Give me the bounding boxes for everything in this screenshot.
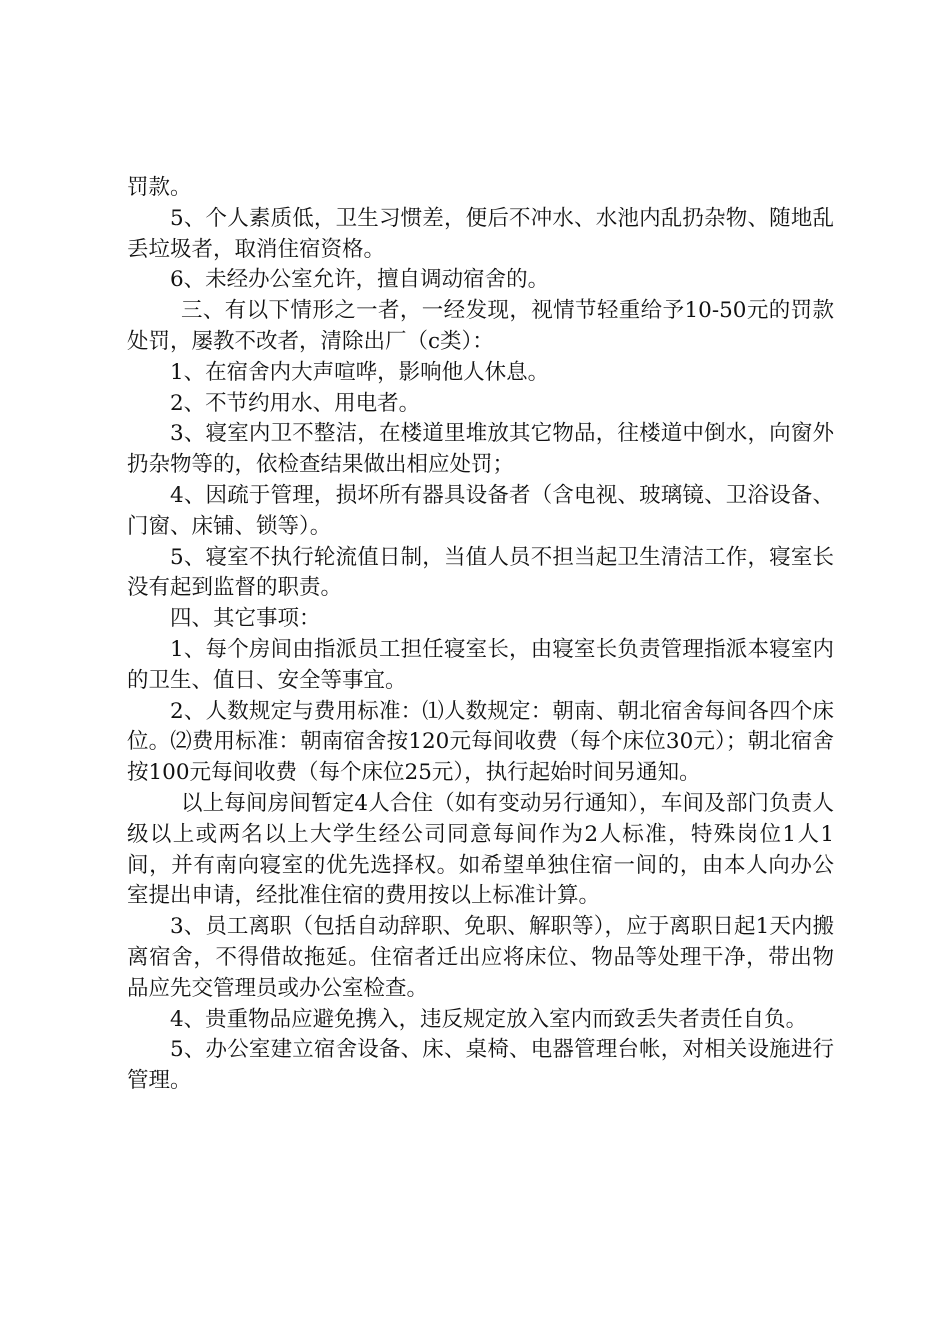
document-page — [127, 173, 834, 1097]
paragraph-item-1-noise: 1、在宿舍内大声喧哗，影响他人休息。 — [170, 359, 550, 385]
paragraph-item-5-duty-rotation: 5、寝室不执行轮流值日制，当值人员不担当起卫生清洁工作，寝室长没有起到监督的职责。 — [127, 544, 834, 601]
paragraph-item-5-ledger: 5、办公室建立宿舍设备、床、桌椅、电器管理台帐，对相关设施进行管理。 — [127, 1037, 834, 1094]
paragraph-item-2-fees: 2、人数规定与费用标准：⑴人数规定：朝南、朝北宿舍每间各四个床位。⑵费用标准：朝南宿舍按120元每间收费（每个床位30元）；朝北宿舍按100元每间收费（每个床位25元），执行起始时间另通知。 — [127, 698, 834, 786]
paragraph-occupancy-note: 以上每间房间暂定4人合住（如有变动另行通知），车间及部门负责人级以上或两名以上大学生经公司同意每间作为2人标准，特殊岗位1人1间，并有南向寝室的优先选择权。如希望单独住宿一间的，由本人向办公室提出申请，经批准住宿的费用按以上标准计算。 — [127, 790, 834, 909]
paragraph-item-1-room-leader: 1、每个房间由指派员工担任寝室长，由寝室长负责管理指派本寝室内的卫生、值日、安全等事宜。 — [127, 636, 834, 693]
section-heading-three: 三、有以下情形之一者，一经发现，视情节轻重给予10-50元的罚款处罚，屡教不改者，清除出厂（c类）： — [127, 298, 834, 354]
paragraph-item-4-damage: 4、因疏于管理，损坏所有器具设备者（含电视、玻璃镜、卫浴设备、门窗、床铺、锁等）。 — [127, 482, 834, 539]
paragraph-fine-continuation: 罚款。 — [127, 175, 192, 200]
paragraph-item-3-resignation: 3、员工离职（包括自动辞职、免职、解职等），应于离职日起1天内搬离宿舍，不得借故拖延。住宿者迁出应将床位、物品等处理干净，带出物品应先交管理员或办公室检查。 — [127, 914, 834, 1001]
section-heading-four: 四、其它事项： — [170, 606, 321, 632]
paragraph-item-6-room-change: 6、未经办公室允许，擅自调动宿舍的。 — [170, 267, 550, 293]
paragraph-item-2-utilities: 2、不节约用水、用电者。 — [170, 390, 421, 416]
paragraph-item-5-hygiene: 5、个人素质低，卫生习惯差，便后不冲水、水池内乱扔杂物、随地乱丢垃圾者，取消住宿资格。 — [127, 205, 834, 262]
paragraph-item-3-cleanliness: 3、寝室内卫不整洁，在楼道里堆放其它物品，往楼道中倒水，向窗外扔杂物等的，依检查结果做出相应处罚； — [127, 421, 834, 478]
paragraph-item-4-valuables: 4、贵重物品应避免携入，违反规定放入室内而致丢失者责任自负。 — [170, 1006, 808, 1032]
